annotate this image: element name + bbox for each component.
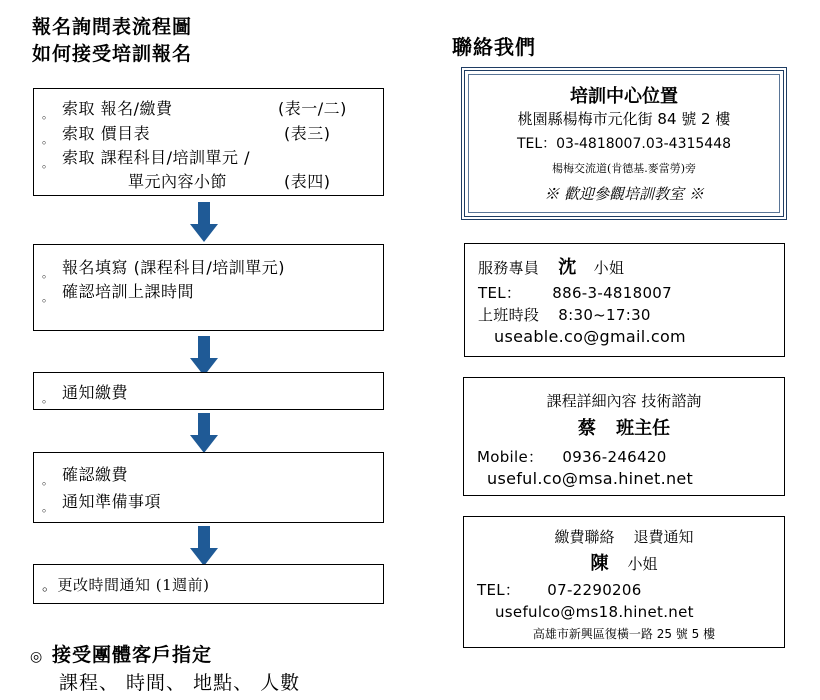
flow-step-request-forms [33,88,384,196]
contact-card-technical [463,377,785,496]
down-arrow-icon [190,336,218,376]
contact-name: 沈 [558,257,577,278]
contact-title: 班主任 [616,418,671,439]
group-clients-options: 課程、 時間、 地點、 人數 [59,672,301,694]
contact-hours-row [478,304,651,325]
flow-step-registration [33,244,384,331]
contact-card-payment [463,516,785,648]
contact-title: 小姐 [593,259,625,277]
flow-step-payment-notice [33,372,384,410]
contact-role-row [478,253,624,279]
location-welcome: ※ 歡迎參觀培訓教室 ※ [544,185,704,203]
contact-mobile-row [477,446,667,467]
flow-item-text: 確認培訓上課時間 [62,282,195,301]
flow-item-text: 報名填寫 (課程科目/培訓單元) [62,258,285,277]
flow-item-tail: (表一/二) [278,99,347,118]
flow-item [42,462,128,488]
contact-tel[interactable]: 886-3-4818007 [552,284,672,302]
flow-item-text: 通知繳費 [62,383,129,402]
training-center-location-box [461,67,787,220]
flow-item [42,145,250,171]
location-title: 培訓中心位置 [570,86,678,107]
contact-mobile[interactable]: 0936-246420 [562,448,667,466]
contact-email[interactable]: usefulco@ms18.hinet.net [495,603,694,621]
flow-item-continuation [128,169,331,192]
group-clients-heading [30,640,212,667]
flow-item-text: 索取 課程科目/培訓單元 / [62,148,250,167]
flow-step-schedule-change [33,564,384,604]
location-directions: 楊梅交流道(肯德基.麥當勞)旁 [551,162,697,175]
flow-item [42,96,347,122]
flow-item-text: 單元內容小節 [128,172,228,191]
double-circle-icon: ◎ [30,649,44,665]
contact-name: 蔡 [577,418,596,439]
bullet: 。 [42,108,54,121]
flow-item-tail: (表四) [284,172,331,191]
flow-item-tail: (表三) [284,124,331,143]
contact-card-service [464,243,785,357]
flow-item [42,121,331,147]
tel-label: TEL： [477,581,521,599]
mobile-label: Mobile： [477,448,544,466]
contact-tel-row [477,579,642,600]
bullet: 。 [42,501,54,514]
flow-item [42,489,161,515]
contact-email[interactable]: useful.co@msa.hinet.net [487,469,694,488]
contact-name-row [464,414,784,440]
contact-name-row [464,549,784,575]
contact-address: 高雄市新興區復橫一路 25 號 5 樓 [532,627,716,641]
contact-title: 聯絡我們 [452,35,536,59]
contact-role: 課程詳細內容 技術諮詢 [546,392,702,410]
bullet: 。 [42,474,54,487]
flow-item [42,255,285,281]
contact-title: 小姐 [627,555,658,573]
flowchart-title: 報名詢問表流程圖 [32,16,193,38]
down-arrow-icon [190,202,218,242]
contact-role: 繳費聯絡 退費通知 [554,528,694,546]
flow-item-text: 。更改時間通知 (1週前) [42,576,210,594]
contact-role: 服務專員 [478,259,540,277]
location-tel: TEL：03-4818007.03-4315448 [516,136,732,152]
contact-email[interactable]: useable.co@gmail.com [494,327,686,346]
bullet: 。 [42,267,54,280]
tel-label: TEL： [478,284,522,302]
bullet: 。 [42,291,54,304]
flow-step-payment-confirmation [33,452,384,523]
location-address: 桃園縣楊梅市元化街 84 號 2 樓 [517,110,731,128]
hours-label: 上班時段 [478,306,540,324]
down-arrow-icon [190,526,218,566]
flow-item-text: 通知準備事項 [62,492,162,511]
flow-item-text: 確認繳費 [62,465,129,484]
flowchart-subtitle: 如何接受培訓報名 [32,43,193,65]
down-arrow-icon [190,413,218,453]
contact-hours: 8:30~17:30 [558,306,651,324]
group-title-text: 接受團體客戶指定 [52,644,213,666]
flow-item-text: 索取 報名/繳費 [62,99,173,118]
contact-name: 陳 [590,553,609,574]
bullet: 。 [42,157,54,170]
flow-item [42,380,128,406]
contact-tel-row [478,282,672,303]
bullet: 。 [42,392,54,405]
flow-item-text: 索取 價目表 [62,124,151,143]
bullet: 。 [42,133,54,146]
contact-tel[interactable]: 07-2290206 [547,581,642,599]
flow-item [42,279,194,305]
location-inner-frame [468,74,780,213]
